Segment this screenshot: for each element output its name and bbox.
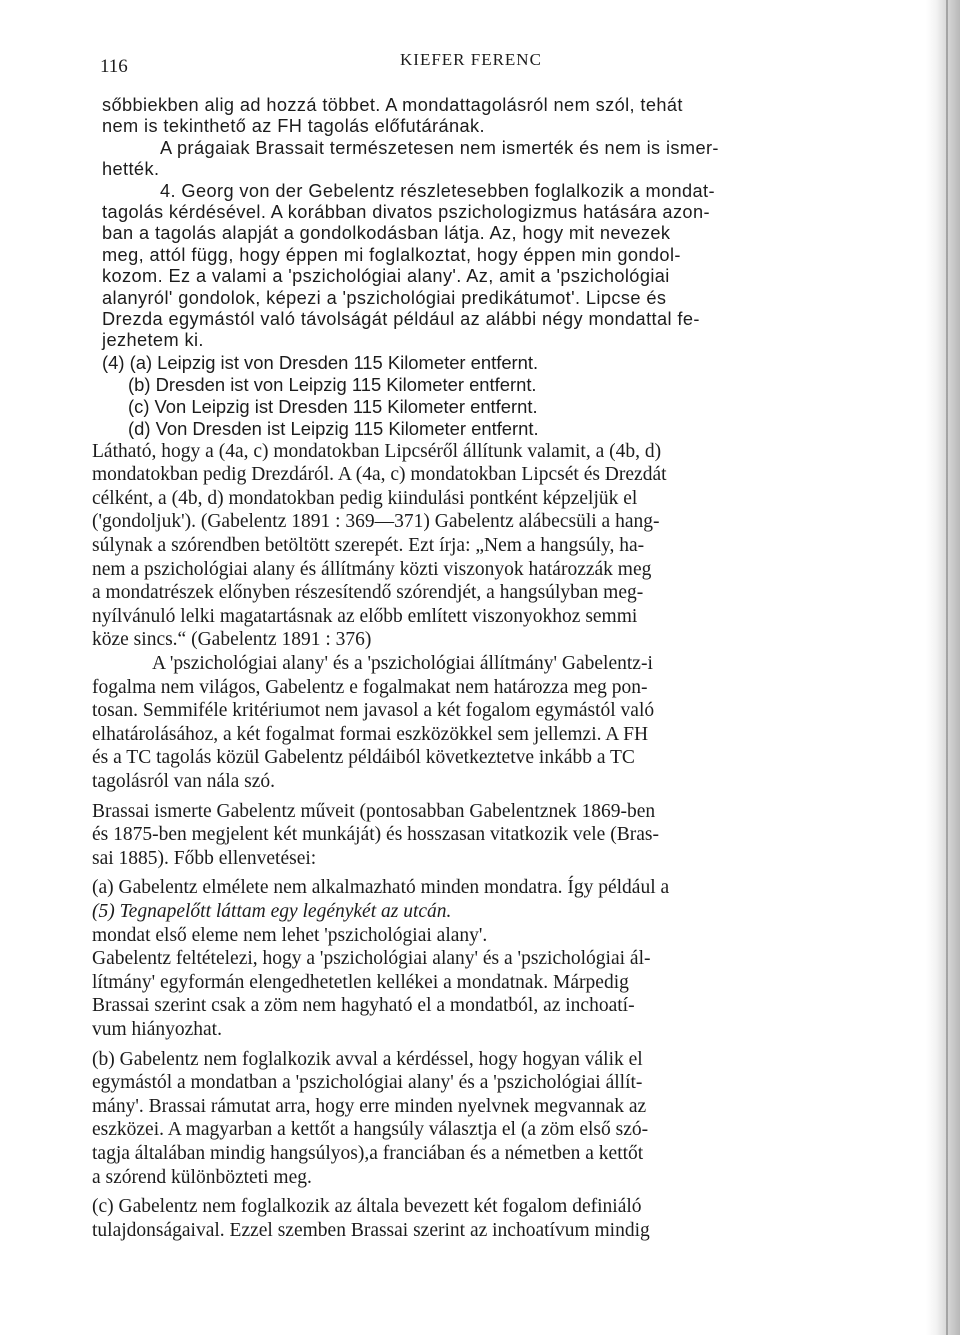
text-line: mondatokban pedig Drezdáról. A (4a, c) mondatokban Lipcsét és Drezdát: [92, 464, 667, 486]
text-line: fogalma nem világos, Gabelentz e fogalmakat nem határozza meg pon-: [92, 676, 648, 698]
example-text: (4) (a) Leipzig ist von Dresden 115 Kilometer entfernt.: [102, 351, 539, 373]
text-line: (c) Gabelentz nem foglalkozik az általa bevezett két fogalom definiáló: [92, 1196, 642, 1218]
text-line: a mondatrészek előnyben részesítendő szórendjét, a hangsúlyban meg-: [92, 582, 644, 604]
text-line: mondat első eleme nem lehet 'pszichológiai alany'.: [92, 924, 488, 946]
text-line: egymástól a mondatban a 'pszichológiai alany' és a 'pszichológiai állít-: [92, 1072, 643, 1094]
text-line: elhatárolásához, a két fogalmat formai eszközökkel sem jellemzi. A FH: [92, 723, 649, 745]
page-header: [100, 50, 860, 80]
example-line: [92, 374, 868, 396]
text-line: nem is tekinthető az FH tagolás előfutárának.: [102, 116, 485, 137]
text-line: eszközei. A magyarban a kettőt a hangsúly választja el (a zöm első szó-: [92, 1119, 649, 1141]
text-line: alanyról' gondolok, képezi a 'pszichológiai predikátumot'. Lipcse és: [102, 287, 667, 308]
text-line: tagja általában mindig hangsúlyos),a franciában és a németben a kettőt: [92, 1142, 644, 1164]
text-line: A prágaiak Brassait természetesen nem ismerték és nem is ismer-: [160, 137, 719, 158]
text-line: Brassai szerint csak a zöm nem hagyható el a mondatból, az inchoatí-: [92, 995, 635, 1017]
text-line: mány'. Brassai rámutat arra, hogy erre minden nyelvnek megvannak az: [92, 1095, 647, 1117]
text-line: meg, attól függ, hogy éppen mi foglalkoztat, hogy éppen min gondol-: [102, 244, 681, 265]
page-number: 116: [100, 56, 128, 77]
text-line: célként, a (4b, d) mondatokban pedig kiindulási pontként képzeljük el: [92, 487, 638, 509]
text-line: vum hiányozhat.: [92, 1018, 222, 1040]
example-text: (c) Von Leipzig ist Dresden 115 Kilometer entfernt.: [128, 395, 538, 417]
example-text: (d) Von Dresden ist Leipzig 115 Kilometer entfernt.: [128, 417, 539, 439]
text-line: lítmány' egyformán elengedhetetlen kellékei a mondatnak. Márpedig: [92, 971, 629, 993]
text-line: a szórend különbözteti meg.: [92, 1166, 312, 1188]
body-text: [92, 95, 868, 1242]
text-line: köze sincs.“ (Gabelentz 1891 : 376): [92, 629, 372, 651]
running-head: KIEFER FERENC: [400, 50, 542, 69]
text-line: A 'pszichológiai alany' és a 'pszichológiai állítmány' Gabelentz-i: [152, 653, 653, 675]
text-line: tulajdonságaival. Ezzel szemben Brassai szerint az inchoatívum mindig: [92, 1219, 650, 1241]
example-line: [92, 418, 868, 440]
example-line: [92, 352, 868, 374]
example-italic: (5) Tegnapelőtt láttam egy legénykét az utcán.: [92, 900, 452, 922]
text-line: (a) Gabelentz elmélete nem alkalmazható minden mondatra. Így például a: [92, 877, 670, 899]
example-text: (b) Dresden ist von Leipzig 115 Kilometer entfernt.: [128, 373, 537, 395]
text-line: tosan. Semmiféle kritériumot nem javasol a két fogalom egymástól való: [92, 700, 655, 722]
text-line: és a TC tagolás közül Gabelentz példáiból következtetve inkább a TC: [92, 747, 635, 769]
text-line: és 1875-ben megjelent két munkáját) és hosszasan vitatkozik vele (Bras-: [92, 824, 659, 846]
text-line: kozom. Ez a valami a 'pszichológiai alany'. Az, amit a 'pszichológiai: [102, 266, 670, 287]
text-line: nem a pszichológiai alany és állítmány közti viszonyok határozzák meg: [92, 558, 652, 580]
text-line: (b) Gabelentz nem foglalkozik avval a kérdéssel, hogy hogyan válik el: [92, 1048, 643, 1070]
text-line: Látható, hogy a (4a, c) mondatokban Lipcséről állítunk valamit, a (4b, d): [92, 440, 662, 462]
binding-edge-line: [946, 0, 948, 1335]
text-line: Gabelentz feltételezi, hogy a 'pszichológiai alany' és a 'pszichológiai ál-: [92, 948, 651, 970]
text-line: ban a tagolás alapját a gondolkodásban látja. Az, hogy mit nevezek: [102, 223, 671, 244]
text-line: Drezda egymástól való távolságát például az alábbi négy mondattal fe-: [102, 308, 700, 329]
text-line: sőbbiekben alig ad hozzá többet. A mondattagolásról nem szól, tehát: [102, 95, 683, 115]
book-binding-shadow: [926, 0, 960, 1335]
text-line: hették.: [102, 159, 160, 180]
text-line: 4. Georg von der Gebelentz részletesebben foglalkozik a mondat-: [160, 180, 715, 201]
text-line: [92, 900, 868, 924]
text-line: sai 1885). Főbb ellenvetései:: [92, 847, 317, 869]
text-line: Brassai ismerte Gabelentz műveit (pontosabban Gabelentznek 1869-ben: [92, 800, 656, 822]
text-line: jezhetem ki.: [102, 330, 204, 351]
text-line: nyílvánuló lelki magatartásnak az előbb említett viszonyokhoz semmi: [92, 605, 638, 627]
text-line: tagolásról van nála szó.: [92, 771, 276, 792]
text-line: tagolás kérdésével. A korábban divatos pszichologizmus hatására azon-: [102, 201, 710, 222]
text-line: súlynak a szórendben betöltött szerepét. Ezt írja: „Nem a hangsúly, ha-: [92, 535, 645, 557]
example-line: [92, 396, 868, 418]
text-line: ('gondoljuk'). (Gabelentz 1891 : 369—371) Gabelentz alábecsüli a hang-: [92, 511, 660, 533]
